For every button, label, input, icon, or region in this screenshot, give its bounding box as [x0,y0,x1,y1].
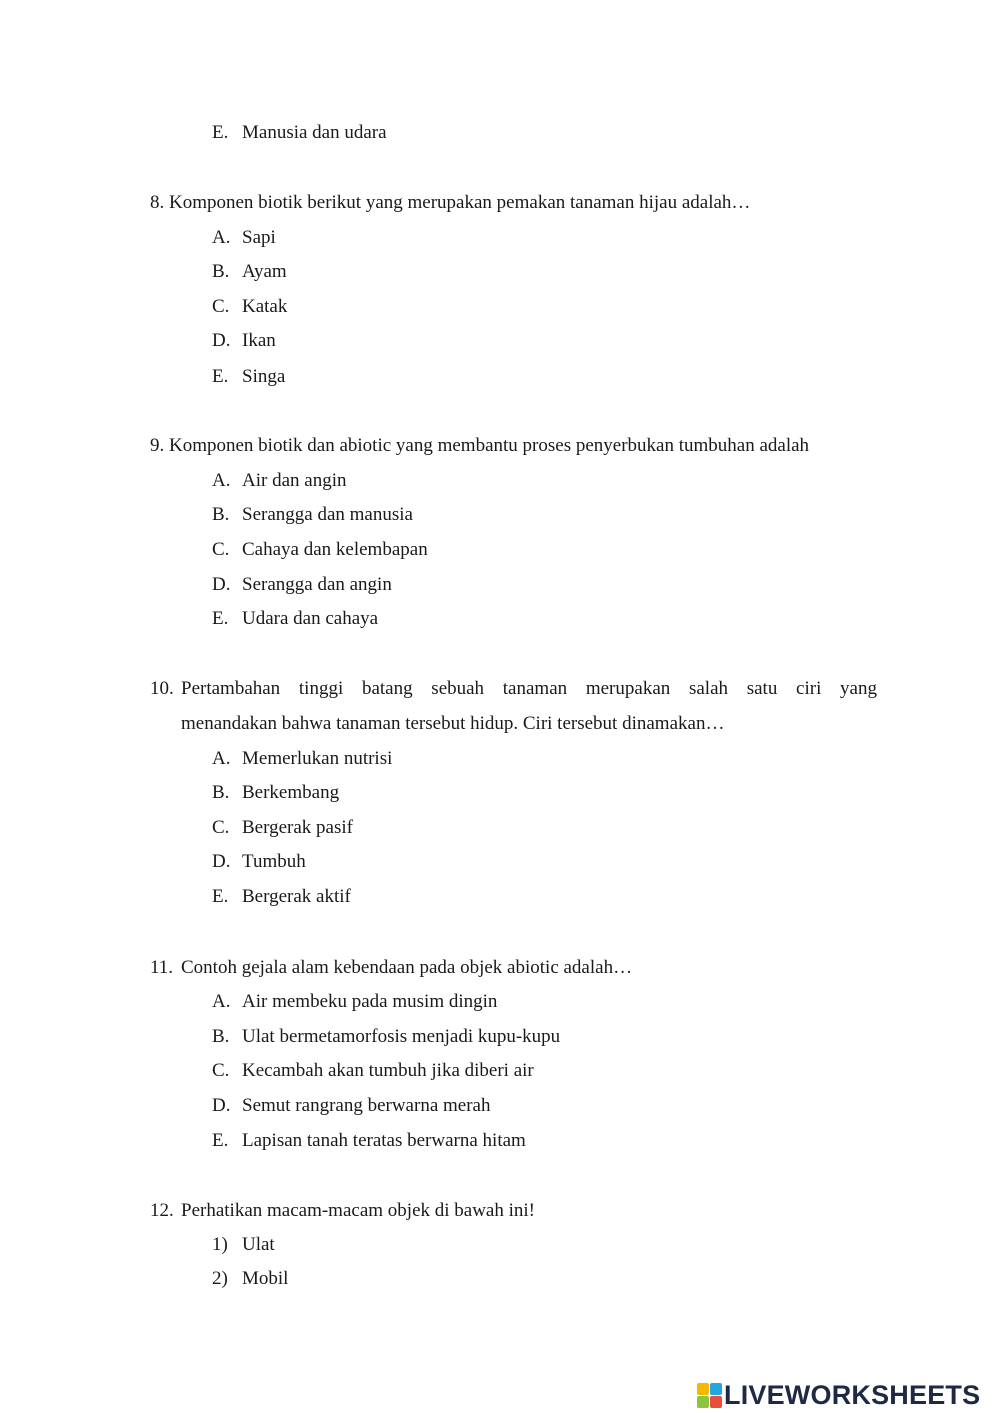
option-text: Manusia dan udara [242,122,387,143]
option-label: E. [212,886,229,907]
option-text: Kecambah akan tumbuh jika diberi air [242,1060,534,1081]
brand-name: LIVEWORKSHEETS [724,1379,981,1410]
option-text: Udara dan cahaya [242,608,379,629]
option-text: Ulat [242,1234,275,1255]
q9-option-b [212,503,413,527]
question-text: Perhatikan macam-macam objek di bawah ini! [181,1200,536,1221]
liveworksheets-watermark [697,1378,980,1412]
option-text: Ikan [242,330,276,351]
option-label: E. [212,366,229,387]
option-label: A. [212,748,231,769]
question-8 [150,191,750,215]
q10-option-c [212,816,353,840]
q9-option-c [212,538,428,562]
question-10-line-2 [181,712,724,736]
question-text: Komponen biotik berikut yang merupakan pemakan tanaman hijau adalah… [169,192,751,213]
option-label: B. [212,1026,230,1047]
question-text: Contoh gejala alam kebendaan pada objek abiotic adalah… [181,957,633,978]
option-label: A. [212,227,231,248]
q11-option-d [212,1094,490,1118]
logo-tile [710,1383,722,1395]
prev-option-e [212,121,387,145]
q9-option-a [212,469,346,493]
q8-option-b [212,260,287,284]
question-number: 11. [150,957,174,978]
option-text: Lapisan tanah teratas berwarna hitam [242,1130,526,1151]
option-label: 1) [212,1234,228,1255]
q10-option-b [212,781,339,805]
q8-option-e [212,365,285,389]
q8-option-d [212,329,276,353]
q10-option-e [212,885,351,909]
question-number: 12. [150,1200,174,1221]
option-text: Sapi [242,227,276,248]
option-label: C. [212,817,230,838]
option-text: Bergerak pasif [242,817,353,838]
option-text: Semut rangrang berwarna merah [242,1095,491,1116]
option-text: Ayam [242,261,287,282]
logo-tile [697,1383,709,1395]
logo-tile [697,1396,709,1408]
question-number: 8. [150,192,165,213]
option-label: E. [212,1130,229,1151]
option-text: Cahaya dan kelembapan [242,539,428,560]
option-label: B. [212,782,230,803]
q11-option-c [212,1059,534,1083]
q8-option-c [212,295,287,319]
option-label: 2) [212,1268,228,1289]
option-label: C. [212,1060,230,1081]
q12-item-2 [212,1267,288,1291]
question-9 [150,434,809,458]
question-12 [150,1199,535,1223]
q12-item-1 [212,1233,275,1257]
question-10-line-1 [181,677,877,701]
q10-option-d [212,850,306,874]
question-10-number [150,677,181,701]
question-text: menandakan bahwa tanaman tersebut hidup. Ciri tersebut dinamakan… [181,713,725,734]
option-text: Ulat bermetamorfosis menjadi kupu-kupu [242,1026,561,1047]
q9-option-d [212,573,392,597]
q10-option-a [212,747,392,771]
q9-option-e [212,607,378,631]
option-label: D. [212,330,231,351]
option-label: C. [212,296,230,317]
question-text: Pertambahan tinggi batang sebuah tanaman merupakan salah satu ciri yang [181,678,877,699]
option-text: Air dan angin [242,470,347,491]
q11-option-a [212,990,497,1014]
liveworksheets-logo-icon [697,1383,722,1408]
option-text: Serangga dan manusia [242,504,413,525]
option-text: Air membeku pada musim dingin [242,991,498,1012]
option-text: Katak [242,296,288,317]
option-text: Tumbuh [242,851,306,872]
option-label: A. [212,470,231,491]
option-label: C. [212,539,230,560]
option-label: E. [212,608,229,629]
q11-option-e [212,1129,526,1153]
option-text: Memerlukan nutrisi [242,748,393,769]
option-text: Serangga dan angin [242,574,392,595]
option-label: D. [212,1095,231,1116]
option-text: Bergerak aktif [242,886,351,907]
option-label: D. [212,851,231,872]
option-label: E. [212,122,229,143]
option-text: Berkembang [242,782,340,803]
option-text: Singa [242,366,286,387]
option-label: B. [212,261,230,282]
q8-option-a [212,226,276,250]
option-label: A. [212,991,231,1012]
question-11 [150,956,632,980]
option-text: Mobil [242,1268,289,1289]
logo-tile [710,1396,722,1408]
question-number: 10. [150,678,174,699]
option-label: D. [212,574,231,595]
option-label: B. [212,504,230,525]
question-number: 9. [150,435,165,456]
q11-option-b [212,1025,560,1049]
question-text: Komponen biotik dan abiotic yang membantu proses penyerbukan tumbuhan adalah [169,435,810,456]
